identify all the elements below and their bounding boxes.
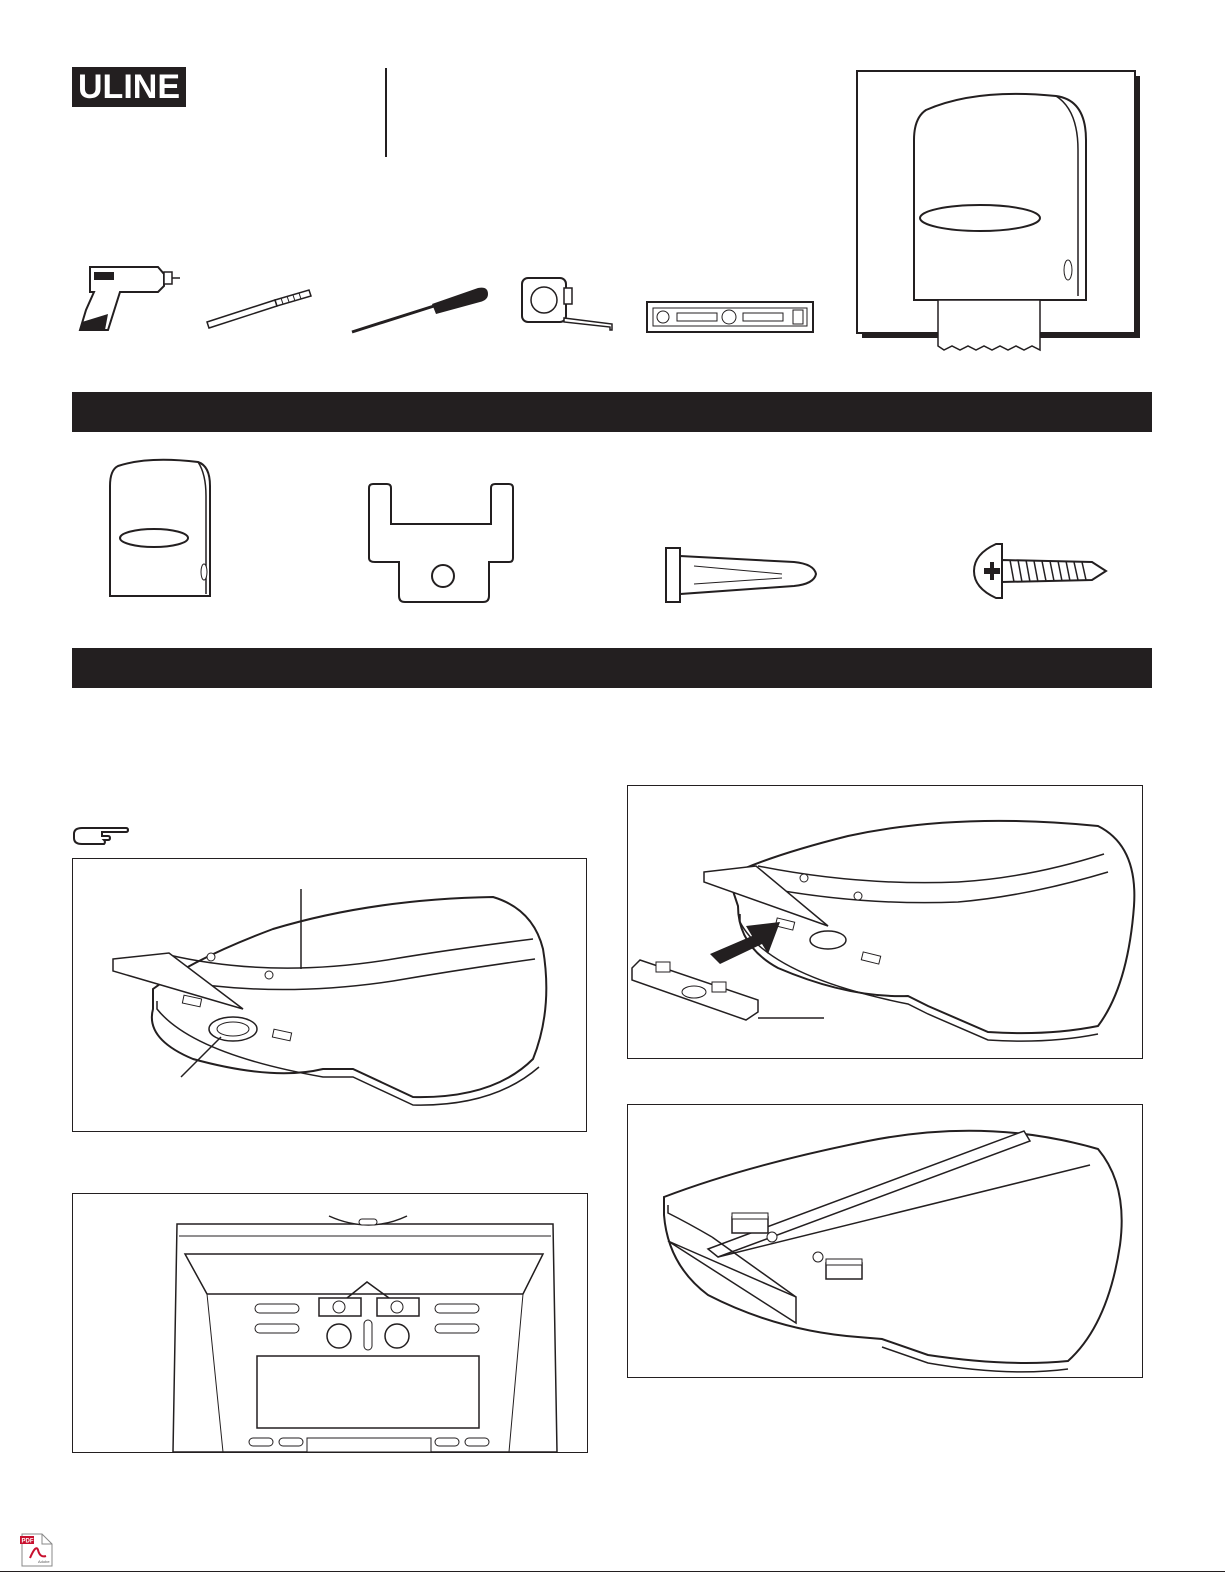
footer-rule — [0, 1571, 1225, 1572]
product-image — [856, 70, 1144, 362]
tape-measure-icon — [520, 274, 616, 336]
drill-icon — [72, 262, 182, 338]
figure-bracket-installed-detail — [627, 1104, 1143, 1378]
figure-dispenser-interior-view — [72, 1193, 588, 1453]
screw-icon — [972, 540, 1112, 602]
mounting-bracket-icon — [365, 482, 520, 606]
dispenser-interior-drawing — [73, 1194, 587, 1452]
drill-bit-icon — [205, 286, 315, 330]
uline-logo: ULINE — [72, 67, 186, 107]
screwdriver-icon — [348, 282, 493, 337]
figure-dispenser-back-detail — [72, 858, 587, 1132]
pdf-file-icon — [20, 1532, 54, 1568]
header-divider — [385, 68, 387, 157]
level-icon — [645, 300, 815, 334]
pointing-hand-icon — [72, 824, 130, 848]
bracket-installed-drawing — [628, 1105, 1142, 1377]
bracket-insert-drawing — [628, 786, 1142, 1058]
pdf-sub-text: Adobe — [38, 1559, 50, 1564]
dispenser-back-drawing — [73, 859, 586, 1131]
section-band-instructions — [72, 648, 1152, 688]
wall-anchor-icon — [664, 544, 824, 606]
figure-bracket-insert-detail — [627, 785, 1143, 1059]
section-band-parts — [72, 392, 1152, 432]
dispenser-part-icon — [104, 456, 216, 604]
pdf-badge-text: PDF — [21, 1538, 34, 1545]
